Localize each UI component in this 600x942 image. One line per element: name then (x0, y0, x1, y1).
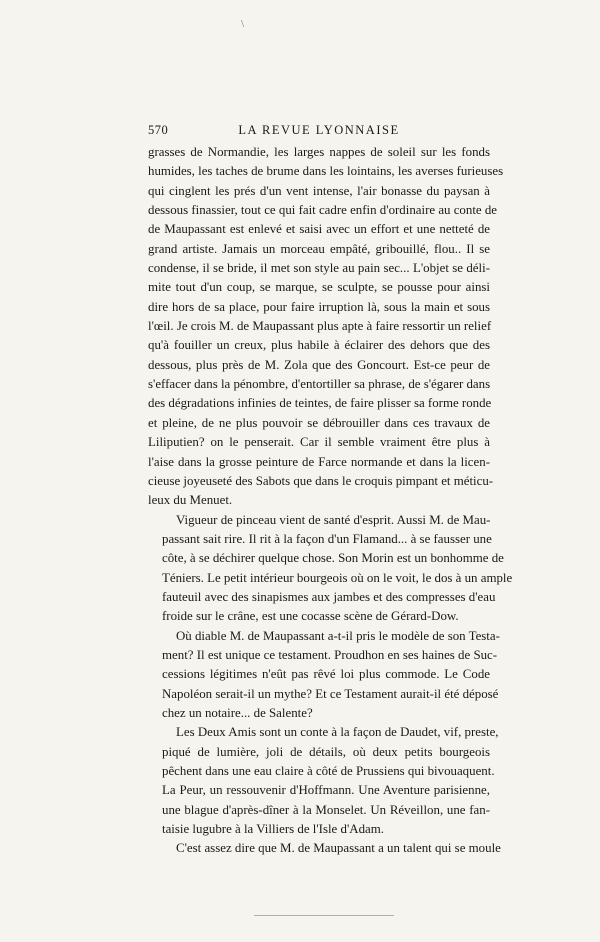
text-line: côte, à se déchirer quelque chose. Son Morin est un bonhomme de (162, 551, 504, 566)
text-line: qui cinglent les prés d'un vent intense, l'air bonasse du paysan à (148, 183, 490, 198)
paragraph (148, 723, 499, 839)
text-line: cieuse joyeuseté des Sabots que dans le croquis pimpant et méticu- (148, 473, 494, 488)
text-line: une blague d'après-dîner à la Monselet. Un Réveillon, une fan- (162, 802, 490, 817)
text-line: C'est assez dire que M. de Maupassant a un talent qui se moule (176, 841, 501, 856)
text-line: piqué de lumière, joli de détails, où deux petits bourgeois (162, 744, 490, 759)
text-line: grand artiste. Jamais un morceau empâté, gribouillé, flou.. Il se (148, 241, 490, 256)
text-line: humides, les taches de brume dans les lointains, les averses furieuses (148, 164, 504, 179)
text-line: l'œil. Je crois M. de Maupassant plus apte à faire ressortir un relief (148, 319, 492, 334)
text-line: Liliputien? on le penserait. Car il semble vraiment être plus à (148, 435, 490, 450)
text-line: Les Deux Amis sont un conte à la façon de Daudet, vif, preste, (176, 725, 499, 740)
text-line: chez un notaire... de Salente? (162, 705, 313, 720)
text-line: froide sur le crâne, est une cocasse scène de Gérard-Dow. (162, 609, 459, 624)
text-line: Téniers. Le petit intérieur bourgeois où on le voit, le dos à un ample (162, 570, 513, 585)
text-line: Napoléon serait-il un mythe? Et ce Testament aurait-il été déposé (162, 686, 499, 701)
page-number: 570 (148, 123, 169, 137)
paragraph (148, 627, 500, 724)
text-line: l'aise dans la grosse peinture de Farce normande et dans la licen- (148, 454, 490, 469)
stray-mark: \ (241, 18, 245, 30)
text-line: pêchent dans une eau claire à côté de Prussiens qui bivouaquent. (162, 764, 495, 778)
bottom-rule (254, 915, 394, 916)
text-line: La Peur, un ressouvenir d'Hoffmann. Une Aventure parisienne, (162, 783, 490, 798)
text-line: qu'à fouiller un creux, plus habile à éclairer des dehors que des (148, 338, 490, 353)
text-line: Vigueur de pinceau vient de santé d'esprit. Aussi M. de Mau- (176, 512, 491, 527)
text-line: dire hors de sa place, pour faire irruption là, sous la main et sous (148, 299, 490, 314)
text-line: dessous finassier, tout ce qui fait cadre enfin d'ordinaire au conte de (148, 203, 498, 218)
paragraph (148, 839, 501, 858)
body-text (148, 143, 513, 859)
paragraph (148, 511, 513, 627)
text-line: s'effacer dans la pénombre, d'entortiller sa phrase, de s'égarer dans (148, 377, 491, 392)
text-line: leux du Menuet. (148, 493, 233, 508)
text-line: cessions légitimes n'eût pas rêvé loi plus commode. Le Code (162, 667, 490, 682)
text-line: taisie lugubre à la Villiers de l'Isle d'Adam. (162, 822, 384, 837)
paragraph (148, 143, 504, 511)
text-line: dessous, plus près de M. Zola que des Goncourt. Est-ce peur de (148, 357, 490, 372)
text-line: et pleine, de ne plus pouvoir se débrouiller dans ces travaux de (148, 415, 490, 430)
running-title: LA REVUE LYONNAISE (238, 123, 400, 137)
text-line: fauteuil avec des sinapismes aux jambes et des compresses d'eau (162, 589, 496, 604)
text-line: de Maupassant est enlevé et saisi avec un effort et une netteté de (148, 222, 490, 237)
text-line: mite tout d'un coup, se marque, se sculpte, se pousse pour ainsi (148, 280, 490, 295)
text-line: Où diable M. de Maupassant a-t-il pris le modèle de son Testa- (176, 628, 500, 643)
text-line: ment? Il est unique ce testament. Proudhon en ses haines de Suc- (162, 647, 498, 662)
text-line: des dégradations infinies de teintes, de faire plisser sa forme ronde (148, 396, 492, 411)
text-line: grasses de Normandie, les larges nappes de soleil sur les fonds (148, 145, 490, 159)
text-line: passant sait rire. Il rit à la façon d'un Flamand... à se fausser une (162, 531, 492, 546)
text-line: condense, il se bride, il met son style au pain sec... L'objet se déli- (148, 261, 490, 276)
